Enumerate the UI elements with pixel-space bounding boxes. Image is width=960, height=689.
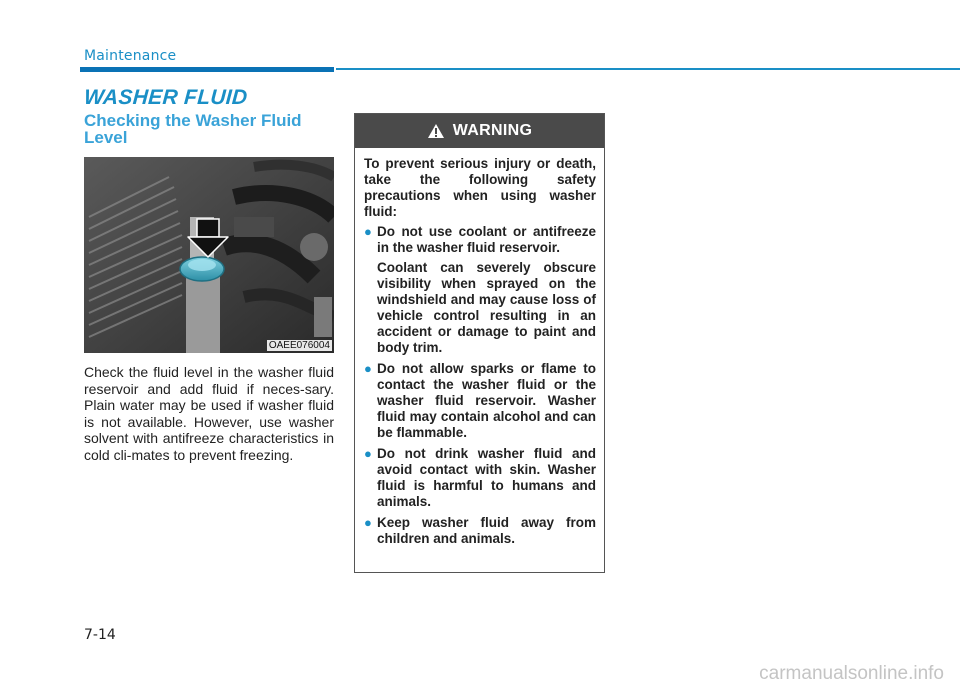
engine-bay-photo: [84, 157, 334, 353]
warning-item-text: Do not allow sparks or flame to contact the washer fluid or the washer fluid reservoir. Washer fluid may contain alcohol and can be flammable.: [377, 361, 596, 440]
warning-item: [364, 361, 596, 441]
warning-triangle-icon: [427, 123, 445, 139]
body-paragraph: Check the fluid level in the washer fluid reservoir and add fluid if neces-sary. Plain water may be used if washer fluid is not available. However, use washer solvent with antifreeze characteristics in cold cli-mates to prevent freezing.: [84, 364, 334, 463]
bullet-icon: ●: [364, 361, 372, 376]
bullet-icon: ●: [364, 224, 372, 239]
warning-item-text: Do not drink washer fluid and avoid contact with skin. Washer fluid is harmful to humans and animals.: [377, 446, 596, 509]
warning-item-extra: Coolant can severely obscure visibility when sprayed on the windshield and may cause loss of vehicle control resulting in an accident or damage to paint and body trim.: [377, 260, 596, 355]
header-rule-primary: [80, 67, 334, 72]
warning-item-text: Do not use coolant or antifreeze in the washer fluid reservoir.: [377, 224, 596, 255]
warning-item: [364, 515, 596, 547]
warning-intro: To prevent serious injury or death, take the following safety precautions when using washer fluid:: [364, 156, 596, 219]
bullet-icon: ●: [364, 446, 372, 461]
warning-item: [364, 446, 596, 510]
watermark: carmanualsonline.info: [759, 663, 944, 684]
warning-item-text: Keep washer fluid away from children and animals.: [377, 515, 596, 546]
section-label: Maintenance: [84, 48, 177, 64]
header-rule-secondary: [336, 68, 960, 70]
warning-item: [364, 224, 596, 356]
warning-heading: WARNING: [452, 122, 533, 139]
engine-bay-illustration: [84, 157, 334, 353]
warning-header: [355, 114, 604, 148]
bullet-icon: ●: [364, 515, 372, 530]
page-title: WASHER FLUID: [83, 86, 249, 109]
subsection-title: Checking the Washer Fluid Level: [84, 111, 302, 147]
warning-box: [354, 113, 605, 573]
page-number: 7-14: [84, 627, 116, 643]
figure-code: OAEE076004: [268, 340, 330, 351]
